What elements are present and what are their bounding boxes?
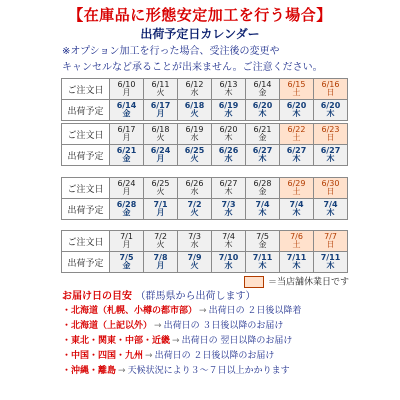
order-date-label: ご注文日 [62, 79, 110, 100]
delivery-time: 出荷日の ２日後以降のお届け [154, 351, 275, 361]
weekday-text: 木 [224, 187, 233, 196]
date-text: 6/19 [185, 125, 204, 134]
ship-date-cell [314, 100, 348, 121]
date-text: 6/20 [219, 125, 238, 134]
date-text: 7/11 [286, 253, 307, 262]
weekday-text: 木 [258, 208, 267, 217]
date-text: 6/27 [320, 146, 341, 155]
date-text: 6/28 [116, 200, 137, 209]
order-date-cell [144, 231, 178, 252]
date-text: 6/18 [184, 101, 205, 110]
order-date-cell [144, 124, 178, 145]
ship-date-cell [212, 252, 246, 273]
order-date-row [62, 178, 348, 199]
date-text: 6/28 [253, 179, 272, 188]
weekday-text: 金 [122, 154, 131, 163]
ship-date-cell [178, 199, 212, 220]
arrow-right-icon: → [172, 336, 180, 346]
ship-date-cell [110, 145, 144, 166]
notice-line: キャンセルなど承ることが出来ません。ご注意ください。 [62, 62, 323, 73]
ship-date-cell [178, 252, 212, 273]
week-table [61, 177, 348, 220]
ship-date-cell [314, 145, 348, 166]
date-text: 6/15 [287, 80, 306, 89]
delivery-list [62, 304, 392, 379]
date-text: 6/20 [320, 101, 341, 110]
date-text: 7/4 [222, 232, 235, 241]
delivery-row [62, 304, 392, 319]
order-date-cell [314, 231, 348, 252]
ship-date-cell [246, 199, 280, 220]
ship-date-cell [246, 100, 280, 121]
date-text: 7/5 [119, 253, 134, 262]
weekday-text: 木 [224, 133, 233, 142]
page-title: 【在庫品に形態安定加工を行う場合】 [68, 6, 332, 24]
ship-date-cell [280, 199, 314, 220]
weekday-text: 日 [326, 240, 335, 249]
ship-date-row [62, 100, 348, 121]
weekday-text: 土 [292, 88, 301, 97]
delivery-region: ・中国・四国・九州 [62, 351, 144, 361]
ship-date-cell [280, 252, 314, 273]
order-date-cell [246, 79, 280, 100]
ship-date-cell [144, 100, 178, 121]
weekday-text: 金 [122, 208, 131, 217]
order-date-cell [110, 178, 144, 199]
date-text: 7/8 [153, 253, 168, 262]
date-text: 6/30 [321, 179, 340, 188]
week-table [61, 230, 348, 273]
weekday-text: 水 [190, 88, 199, 97]
date-text: 6/16 [321, 80, 340, 89]
order-date-cell [212, 231, 246, 252]
delivery-row [62, 364, 392, 379]
order-date-cell [178, 124, 212, 145]
date-text: 6/12 [185, 80, 204, 89]
week-table [61, 78, 348, 121]
calendar-subtitle: 出荷予定日カレンダー [140, 27, 260, 41]
date-text: 6/14 [253, 80, 272, 89]
ship-date-cell [144, 145, 178, 166]
delivery-heading [62, 290, 392, 304]
weekday-text: 水 [224, 109, 233, 118]
delivery-row [62, 319, 392, 334]
date-text: 7/9 [187, 253, 202, 262]
weekday-text: 火 [156, 133, 165, 142]
date-text: 6/21 [253, 125, 272, 134]
date-text: 7/2 [187, 200, 202, 209]
ship-date-cell [144, 252, 178, 273]
date-text: 6/20 [286, 101, 307, 110]
order-date-cell [246, 231, 280, 252]
weekday-text: 日 [326, 88, 335, 97]
ship-date-cell [110, 100, 144, 121]
date-text: 7/3 [188, 232, 201, 241]
date-text: 6/18 [151, 125, 170, 134]
weekday-text: 木 [292, 208, 301, 217]
order-date-cell [144, 178, 178, 199]
weekday-text: 火 [190, 109, 199, 118]
ship-date-cell [314, 252, 348, 273]
ship-date-cell [212, 199, 246, 220]
order-date-cell [212, 124, 246, 145]
date-text: 6/27 [219, 179, 238, 188]
weekday-text: 日 [326, 187, 335, 196]
delivery-estimate [62, 290, 392, 379]
date-text: 6/17 [117, 125, 136, 134]
ship-date-row [62, 145, 348, 166]
date-text: 6/17 [150, 101, 171, 110]
weekday-text: 木 [326, 208, 335, 217]
order-date-cell [246, 124, 280, 145]
date-text: 6/26 [185, 179, 204, 188]
weekday-text: 土 [292, 133, 301, 142]
weekday-text: 土 [292, 187, 301, 196]
delivery-time: 出荷日の ３日後以降のお届け [163, 321, 284, 331]
date-text: 6/25 [184, 146, 205, 155]
weekday-text: 月 [156, 109, 165, 118]
delivery-time: 出荷日の 翌日以降のお届け [181, 336, 293, 346]
order-date-label: ご注文日 [62, 231, 110, 252]
delivery-time: 出荷日の ２日後以降着 [208, 306, 302, 316]
weekday-text: 木 [224, 88, 233, 97]
ship-date-row [62, 252, 348, 273]
date-text: 7/1 [120, 232, 133, 241]
weekday-text: 木 [292, 261, 301, 270]
weekday-text: 金 [258, 88, 267, 97]
date-text: 6/22 [287, 125, 306, 134]
date-text: 7/1 [153, 200, 168, 209]
order-date-cell [178, 231, 212, 252]
weekday-text: 火 [156, 187, 165, 196]
date-text: 6/29 [287, 179, 306, 188]
arrow-right-icon: → [154, 321, 162, 331]
ship-date-cell [110, 199, 144, 220]
date-text: 7/7 [324, 232, 337, 241]
order-date-cell [178, 178, 212, 199]
order-date-label: ご注文日 [62, 178, 110, 199]
order-date-cell [110, 124, 144, 145]
weekday-text: 月 [122, 88, 131, 97]
weekday-text: 水 [190, 240, 199, 249]
date-text: 6/26 [218, 146, 239, 155]
date-text: 7/4 [323, 200, 338, 209]
weekday-text: 土 [292, 240, 301, 249]
ship-date-label: 出荷予定 [62, 145, 110, 166]
closed-day-swatch [244, 276, 264, 288]
ship-date-cell [314, 199, 348, 220]
weekday-text: 金 [122, 261, 131, 270]
weekday-text: 火 [156, 88, 165, 97]
date-text: 7/11 [320, 253, 341, 262]
delivery-row [62, 349, 392, 364]
weekday-text: 日 [326, 133, 335, 142]
weekday-text: 水 [224, 154, 233, 163]
weekday-text: 水 [190, 187, 199, 196]
arrow-right-icon: → [199, 306, 207, 316]
ship-date-cell [246, 145, 280, 166]
weekday-text: 金 [122, 109, 131, 118]
order-date-cell [314, 124, 348, 145]
date-text: 6/21 [116, 146, 137, 155]
order-date-cell [212, 178, 246, 199]
delivery-origin: （群馬県から出荷します） [135, 291, 256, 302]
notice-text [62, 44, 382, 76]
weekday-text: 水 [224, 261, 233, 270]
date-text: 7/3 [221, 200, 236, 209]
order-date-row [62, 231, 348, 252]
date-text: 6/13 [219, 80, 238, 89]
ship-date-cell [178, 100, 212, 121]
order-date-cell [314, 79, 348, 100]
order-date-row [62, 124, 348, 145]
order-date-cell [280, 231, 314, 252]
date-text: 6/20 [252, 101, 273, 110]
weekday-text: 木 [292, 109, 301, 118]
weekday-text: 木 [258, 261, 267, 270]
weekday-text: 木 [326, 109, 335, 118]
weekday-text: 木 [292, 154, 301, 163]
date-text: 6/27 [252, 146, 273, 155]
ship-date-cell [212, 145, 246, 166]
order-date-label: ご注文日 [62, 124, 110, 145]
weekday-text: 火 [190, 154, 199, 163]
weekday-text: 月 [156, 208, 165, 217]
date-text: 6/25 [151, 179, 170, 188]
weekday-text: 水 [224, 208, 233, 217]
date-text: 7/11 [252, 253, 273, 262]
order-date-cell [280, 79, 314, 100]
ship-date-cell [110, 252, 144, 273]
date-text: 6/27 [286, 146, 307, 155]
date-text: 6/10 [117, 80, 136, 89]
delivery-region: ・北海道（上記以外） [62, 321, 153, 331]
date-text: 6/19 [218, 101, 239, 110]
arrow-right-icon: → [118, 366, 126, 376]
weekday-text: 月 [122, 133, 131, 142]
ship-date-cell [246, 252, 280, 273]
weekday-text: 水 [190, 133, 199, 142]
week-table [61, 123, 348, 166]
ship-date-cell [144, 199, 178, 220]
order-date-row [62, 79, 348, 100]
closed-day-legend [244, 276, 349, 289]
weekday-text: 木 [258, 109, 267, 118]
weekday-text: 火 [190, 208, 199, 217]
order-date-cell [212, 79, 246, 100]
delivery-row [62, 334, 392, 349]
order-date-cell [246, 178, 280, 199]
ship-date-cell [212, 100, 246, 121]
date-text: 6/24 [117, 179, 136, 188]
order-date-cell [178, 79, 212, 100]
date-text: 7/4 [289, 200, 304, 209]
weekday-text: 月 [156, 154, 165, 163]
ship-date-row [62, 199, 348, 220]
delivery-region: ・北海道（札幌、小樽の都市部） [62, 306, 198, 316]
weekday-text: 金 [258, 133, 267, 142]
ship-date-cell [178, 145, 212, 166]
ship-date-cell [280, 100, 314, 121]
ship-date-label: 出荷予定 [62, 252, 110, 273]
date-text: 7/5 [256, 232, 269, 241]
order-date-cell [110, 79, 144, 100]
date-text: 7/10 [218, 253, 239, 262]
arrow-right-icon: → [145, 351, 153, 361]
delivery-title: お届け日の目安 [62, 291, 132, 302]
date-text: 6/11 [151, 80, 170, 89]
date-text: 6/23 [321, 125, 340, 134]
weekday-text: 月 [156, 261, 165, 270]
order-date-cell [110, 231, 144, 252]
ship-date-label: 出荷予定 [62, 199, 110, 220]
date-text: 6/14 [116, 101, 137, 110]
date-text: 7/6 [290, 232, 303, 241]
weekday-text: 木 [326, 154, 335, 163]
legend-text: ＝当店舗休業日です [268, 277, 350, 288]
weekday-text: 木 [224, 240, 233, 249]
date-text: 7/4 [255, 200, 270, 209]
order-date-cell [280, 124, 314, 145]
delivery-time: 天候状況により３～７日以上かかります [127, 366, 290, 376]
weekday-text: 月 [122, 187, 131, 196]
weekday-text: 木 [258, 154, 267, 163]
ship-date-cell [280, 145, 314, 166]
delivery-region: ・沖縄・離島 [62, 366, 117, 376]
date-text: 7/2 [154, 232, 167, 241]
weekday-text: 月 [122, 240, 131, 249]
weekday-text: 火 [156, 240, 165, 249]
weekday-text: 金 [258, 187, 267, 196]
notice-line: ※オプション加工を行った場合、受注後の変更や [62, 46, 280, 57]
ship-date-label: 出荷予定 [62, 100, 110, 121]
delivery-region: ・東北・関東・中部・近畿 [62, 336, 171, 346]
date-text: 6/24 [150, 146, 171, 155]
weekday-text: 木 [326, 261, 335, 270]
weekday-text: 火 [190, 261, 199, 270]
weekday-text: 金 [258, 240, 267, 249]
order-date-cell [144, 79, 178, 100]
order-date-cell [314, 178, 348, 199]
order-date-cell [280, 178, 314, 199]
